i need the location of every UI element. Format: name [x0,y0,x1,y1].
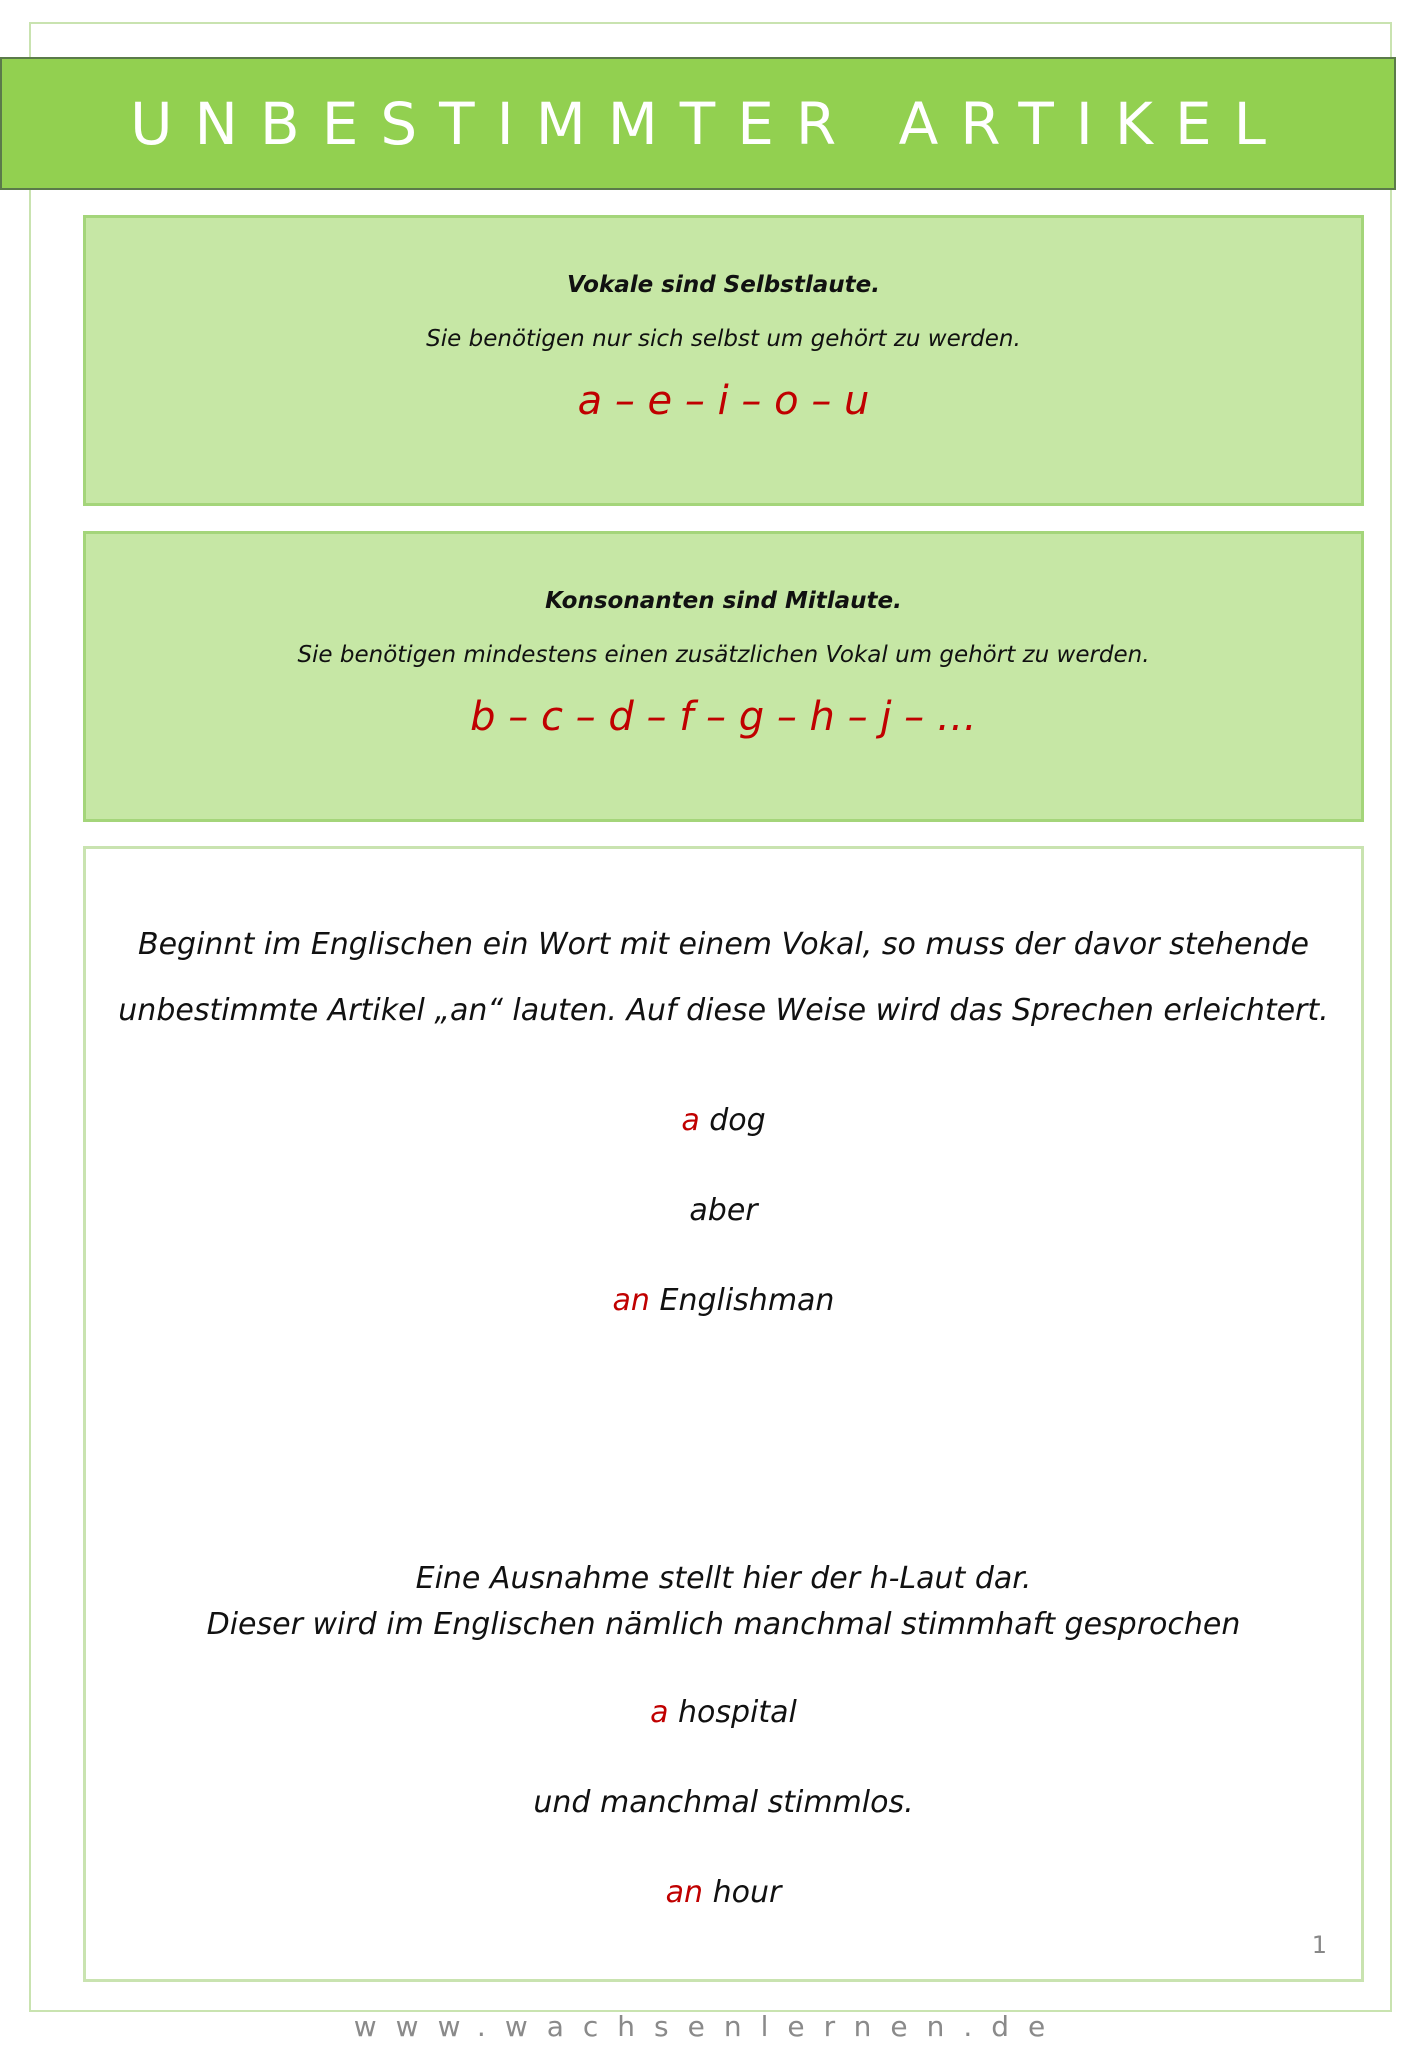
exception-line-2: Dieser wird im Englischen nämlich manchmal stimmhaft gesprochen [206,1607,1241,1642]
paragraph-line-1: Beginnt im Englischen ein Wort mit einem Vokal, so muss der davor stehende [138,927,1309,962]
und-manchmal-text: und manchmal stimmlos. [533,1785,914,1820]
consonant-subtext: Sie benötigen mindestens einen zusätzlichen Vokal um gehört zu werden. [297,642,1150,668]
vowel-heading: Vokale sind Selbstlaute. [567,272,880,298]
explanation-box [83,846,1364,1982]
consonant-heading: Konsonanten sind Mitlaute. [545,588,902,614]
example-a-dog [86,1103,1361,1138]
page-title: UNBESTIMMTER ARTIKEL [130,89,1288,158]
footer-url[interactable]: www.wachsenlernen.de [353,2010,1065,2043]
example-word: Englishman [649,1283,835,1318]
aber-text: aber [689,1193,758,1228]
consonant-letters: b – c – d – f – g – h – j – … [470,694,977,740]
consonant-info-box [83,531,1364,822]
example-an-englishman [86,1283,1361,1318]
paragraph-line-2: unbestimmte Artikel „an“ lauten. Auf diese Weise wird das Sprechen erleichtert. [118,993,1329,1028]
example-word: hour [703,1875,782,1910]
vowel-letters: a – e – i – o – u [577,378,870,424]
example-article: a [650,1695,669,1730]
vowel-subtext: Sie benötigen nur sich selbst um gehört zu werden. [426,326,1021,352]
example-word: hospital [668,1695,797,1730]
exception-line-1: Eine Ausnahme stellt hier der h-Laut dar. [415,1561,1032,1596]
example-article: an [612,1283,650,1318]
example-article: a [681,1103,700,1138]
example-word: dog [699,1103,766,1138]
page-number: 1 [1311,1931,1327,1959]
example-a-hospital [86,1695,1361,1730]
example-article: an [665,1875,704,1910]
example-an-hour [86,1875,1361,1910]
vowel-info-box [83,215,1364,506]
title-banner [0,57,1396,190]
